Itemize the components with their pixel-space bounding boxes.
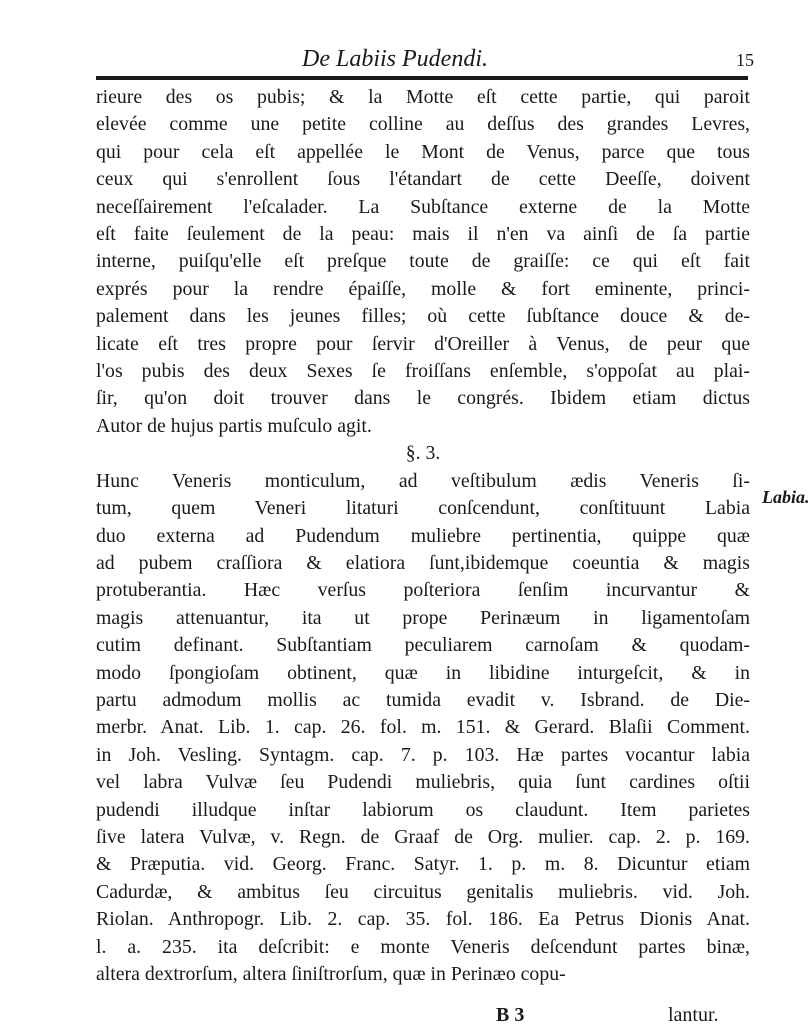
text-line: merbr. Anat. Lib. 1. cap. 26. fol. m. 151. & Gerard. Blaſii Comment. (96, 716, 750, 739)
text-line: Autor de hujus partis muſculo agit. (96, 414, 372, 437)
text-line: eſt faite ſeulement de la peau: mais il n'en va ainſi de ſa partie (96, 223, 750, 246)
text-line: ſir, qu'on doit trouver dans le congrés. Ibidem etiam dictus (96, 387, 750, 410)
text-line: Hunc Veneris monticulum, ad veſtibulum ædis Veneris ſi- (96, 469, 750, 492)
signature-mark: B 3 (496, 1004, 525, 1026)
text-line: ſive latera Vulvæ, v. Regn. de Graaf de Org. mulier. cap. 2. p. 169. (96, 825, 750, 848)
text-line: in Joh. Vesling. Syntagm. cap. 7. p. 103. Hæ partes vocantur labia (96, 743, 750, 766)
text-line: l. a. 235. ita deſcribit: e monte Veneris deſcendunt partes binæ, (96, 935, 750, 958)
text-line: exprés pour la rendre épaiſſe, molle & fort eminente, princi- (96, 277, 750, 300)
text-line: §. 3. (405, 442, 441, 465)
text-line: cutim definant. Subſtantiam peculiarem carnoſam & quodam- (96, 634, 750, 657)
text-line: tum, quem Veneri litaturi conſcendunt, conſtituunt Labia (96, 497, 750, 520)
header-rule (96, 76, 748, 80)
margin-note: Labia. (762, 487, 810, 507)
text-line: qui pour cela eſt appellée le Mont de Venus, parce que tous (96, 140, 750, 163)
text-line: ceux qui s'enrollent ſous l'étandart de cette Deeſſe, doivent (96, 168, 750, 191)
running-title: De Labiis Pudendi. (302, 46, 488, 72)
text-line: Riolan. Anthropogr. Lib. 2. cap. 35. fol. 186. Ea Petrus Dionis Anat. (96, 908, 750, 931)
text-line: Cadurdæ, & ambitus ſeu circuitus genitalis muliebris. vid. Joh. (96, 880, 750, 903)
text-line: altera dextrorſum, altera ſiniſtrorſum, quæ in Perinæo copu- (96, 963, 566, 985)
text-line: neceſſairement l'eſcalader. La Subſtance externe de la Motte (96, 195, 750, 218)
text-line: elevée comme une petite colline au deſſus des grandes Levres, (96, 113, 750, 136)
text-line: & Præputia. vid. Georg. Franc. Satyr. 1. p. m. 8. Dicuntur etiam (96, 853, 750, 876)
text-line: magis attenuantur, ita ut prope Perinæum in ligamentoſam (96, 606, 750, 629)
text-line: partu admodum mollis ac tumida evadit v. Isbrand. de Die- (96, 688, 750, 711)
body-text (96, 84, 750, 988)
catchword: lantur. (668, 1004, 719, 1026)
text-line: modo ſpongioſam obtinent, quæ in libidine inturgeſcit, & in (96, 661, 750, 684)
running-header (0, 42, 800, 78)
text-line: ad pubem craſſiora & elatiora ſunt,ibidemque coeuntia & magis (96, 551, 750, 574)
text-line: protuberantia. Hæc verſus poſteriora ſenſim incurvantur & (96, 579, 750, 602)
text-line: licate eſt tres propre pour ſervir d'Oreiller à Venus, de peur que (96, 332, 750, 355)
text-line: l'os pubis des deux Sexes ſe froiſſans enſemble, s'oppoſat au plai- (96, 360, 750, 383)
page-number: 15 (736, 50, 754, 70)
text-line: duo externa ad Pudendum muliebre pertinentia, quippe quæ (96, 524, 750, 547)
text-line: interne, puiſqu'elle eſt preſque toute de graiſſe: ce qui eſt fait (96, 250, 750, 273)
text-line: rieure des os pubis; & la Motte eſt cette partie, qui paroit (96, 86, 750, 108)
text-line: vel labra Vulvæ ſeu Pudendi muliebris, quia ſunt cardines oſtii (96, 771, 750, 794)
text-line: palement dans les jeunes filles; où cette ſubſtance douce & de- (96, 305, 750, 328)
text-line: pudendi illudque inſtar labiorum os claudunt. Item parietes (96, 798, 750, 821)
